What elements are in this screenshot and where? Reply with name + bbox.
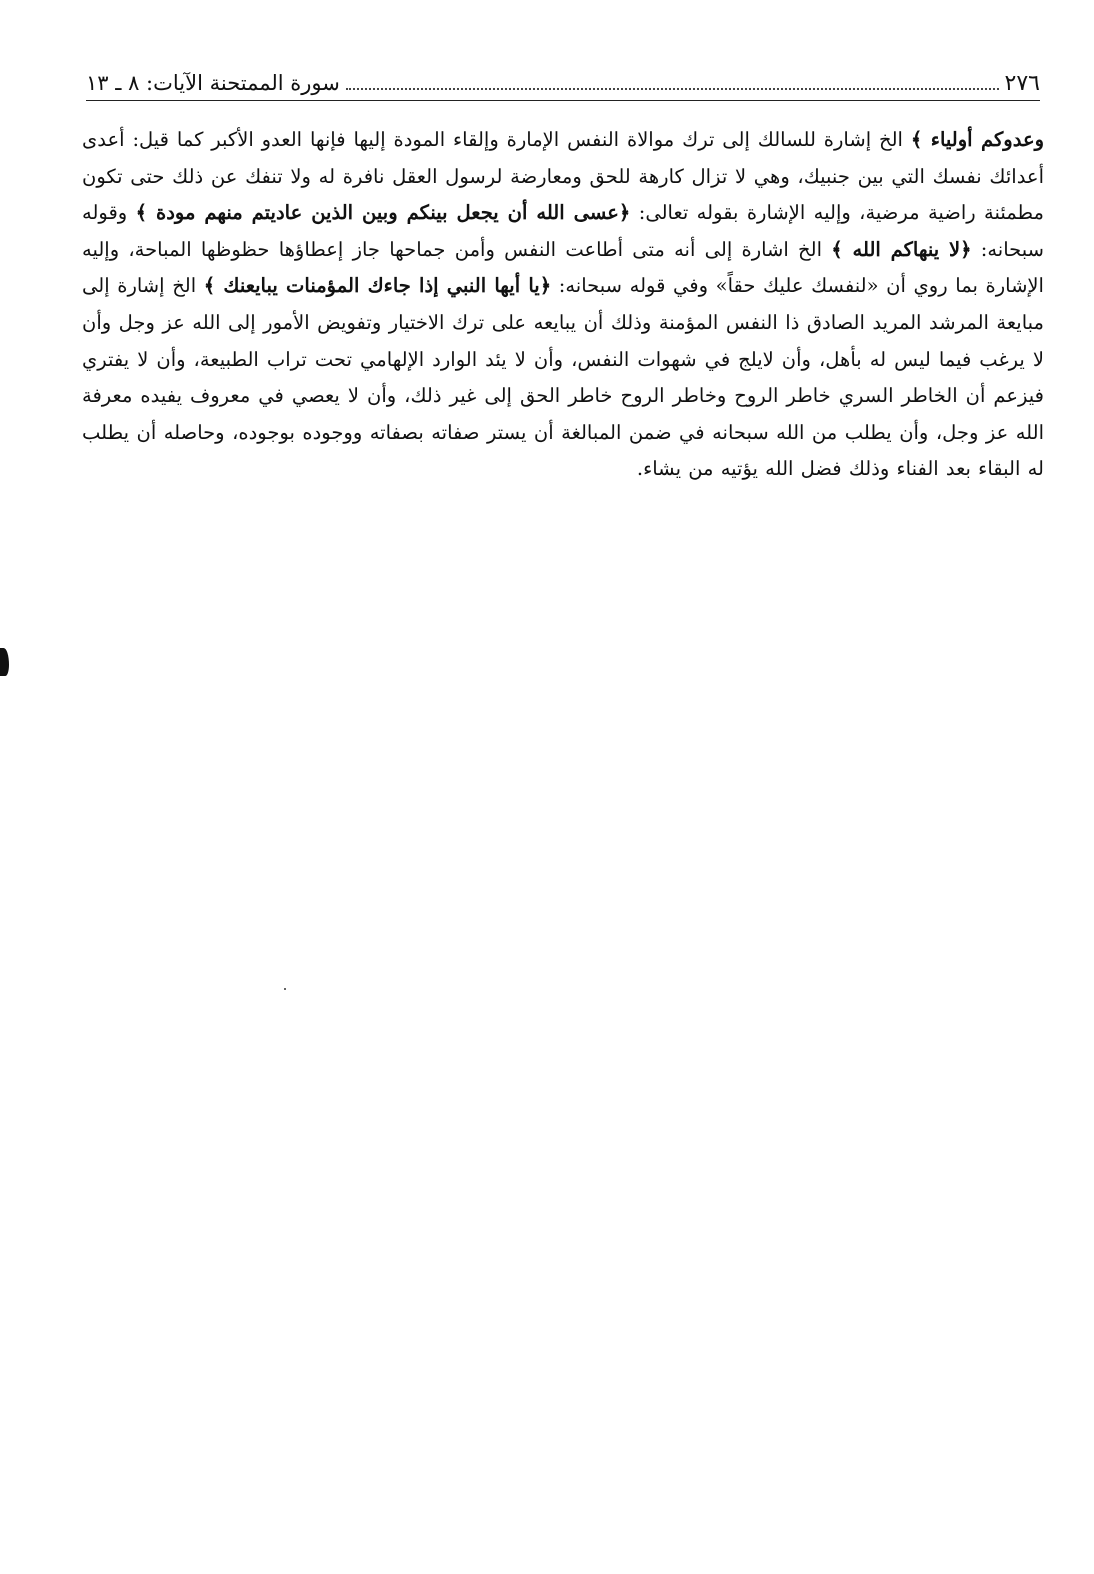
quran-quote: ﴿عسى الله أن يجعل بينكم وبين الذين عاديتم منهم مودة ﴾	[135, 201, 631, 225]
commentary-text: الخ اشارة إلى أنه متى أطاعت النفس وأمن جماحها جاز إعطاؤها حظوظها المباحة، وإليه الإشارة بما روي أن «لنفسك عليك حقاً» وفي قوله سبحانه:	[82, 237, 1044, 298]
scan-edge-mark	[0, 648, 9, 676]
quran-quote: ﴿يا أيها النبي إذا جاءك المؤمنات يبايعنك ﴾	[203, 274, 552, 298]
page-header	[86, 66, 1040, 101]
scan-speck	[284, 988, 286, 990]
paragraph	[82, 122, 1044, 488]
page-number: ٢٧٦	[1004, 70, 1040, 96]
commentary-text: وقوله سبحانه:	[82, 201, 1044, 261]
commentary-text: الخ إشارة إلى مبايعة المرشد المريد الصادق ذا النفس المؤمنة وذلك أن يبايعه على ترك الاختيار وتفويض الأمور إلى الله عز وجل وأن لا يرغب فيما ليس له بأهل، وأن لايلج في شهوات النفس، وأن لا يئد الوارد الإلهامي تحت تراب الطبيعة، وأن لا يفتري فيزعم أن الخاطر السري خاطر الروح وخاطر الروح خاطر الحق إلى غير ذلك، وأن لا يعصي في معروف يفيده معرفة الله عز وجل، وأن يطلب من الله سبحانه في ضمن المبالغة أن يستر صفاته بصفاته ووجوده بوجوده، وحاصله أن يطلب له البقاء بعد الفناء وذلك فضل الله يؤتيه من يشاء.	[82, 274, 1044, 481]
quran-quote: وعدوكم أولياء ﴾	[910, 128, 1045, 151]
header-dot-leader	[346, 88, 999, 90]
body-text	[82, 122, 1044, 488]
running-title: سورة الممتحنة الآيات: ٨ ـ ١٣	[86, 71, 340, 95]
commentary-text: الخ إشارة للسالك إلى ترك موالاة النفس الإمارة وإلقاء المودة إليها فإنها العدو الأكبر كما قيل: أعدى أعدائك نفسك التي بين جنبيك، وهي لا تزال كارهة للحق ومعارضة لرسول العقل نافرة له ولا تنفك عن ذلك حتى تكون مطمئنة راضية مرضية، وإليه الإشارة بقوله تعالى:	[82, 128, 1044, 225]
quran-quote: ﴿لا ينهاكم الله ﴾	[831, 237, 972, 261]
